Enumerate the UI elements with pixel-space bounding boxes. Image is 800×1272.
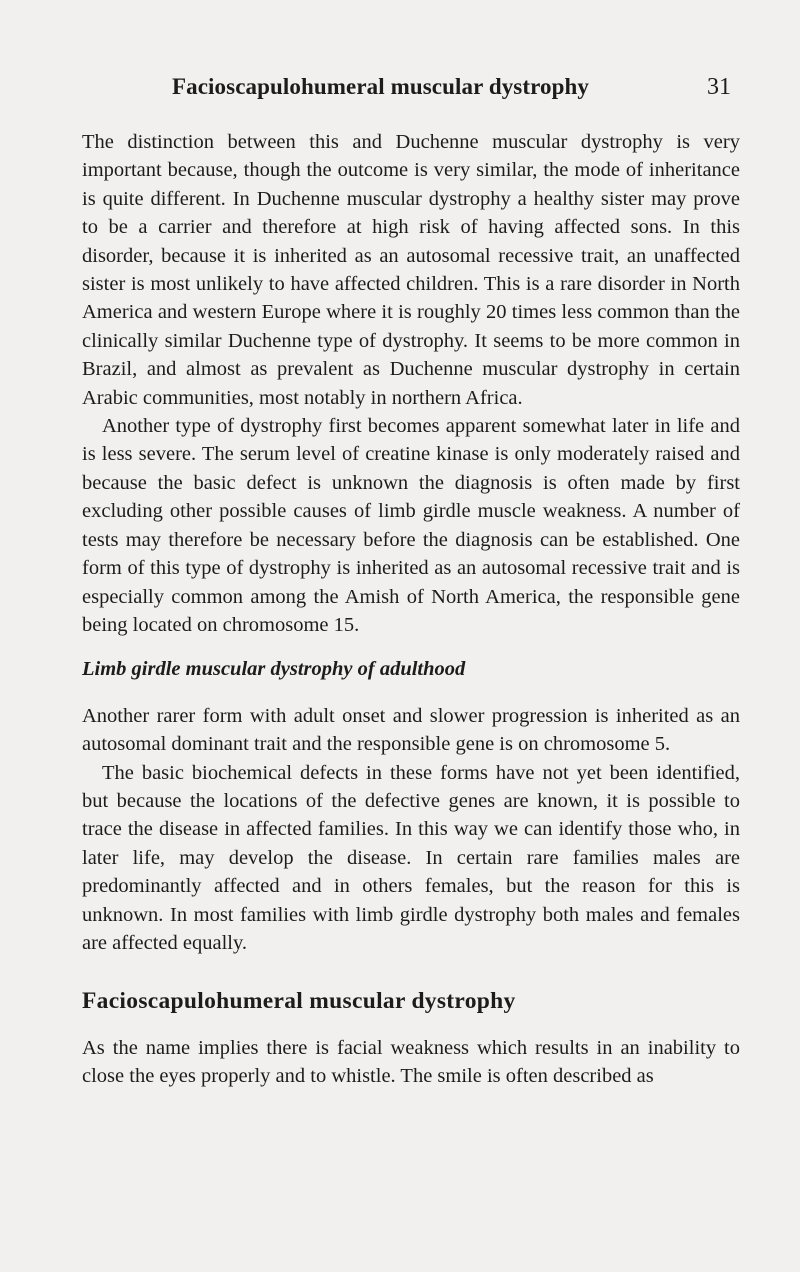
page-number: 31 — [707, 74, 731, 100]
paragraph-1: The distinction between this and Duchenne muscular dystrophy is very important because, though the outcome is very similar, the mode of inheritance is quite different. In Duchenne muscular dystrophy a healthy sister may prove to be a carrier and therefore at high risk of having affected sons. In this disorder, because it is inherited as an autosomal recessive trait, an unaffected sister is most unlikely to have affected children. This is a rare disorder in North America and western Europe where it is roughly 20 times less common than the clinically similar Duchenne type of dystrophy. It seems to be more common in Brazil, and almost as prevalent as Duchenne muscular dystrophy in certain Arabic communities, most notably in northern Africa. — [82, 131, 740, 409]
running-title: Facioscapulohumeral muscular dystrophy — [172, 74, 589, 99]
running-header — [0, 74, 800, 104]
paragraph-3: Another rarer form with adult onset and slower progression is inherited as an autosomal dominant trait and the responsible gene is on chromosome 5. — [82, 704, 740, 756]
paragraph-4: The basic biochemical defects in these forms have not yet been identified, but because the locations of the defective genes are known, it is possible to trace the disease in affected families. In this way we can identify those who, in later life, may develop the disease. In certain rare families males are predominantly affected and in others females, but the reason for this is unknown. In most families with limb girdle dystrophy both males and females are affected equally. — [82, 761, 740, 954]
paragraph-2: Another type of dystrophy first becomes apparent somewhat later in life and is less severe. The serum level of creatine kinase is only moderately raised and because the basic defect is unknown the diagnosis is often made by first excluding other possible causes of limb girdle muscle weakness. A number of tests may therefore be necessary before the diagnosis can be established. One form of this type of dystrophy is inherited as an autosomal recessive trait and is especially common among the Amish of North America, the responsible gene being located on chromosome 15. — [82, 415, 740, 636]
paragraph-5: As the name implies there is facial weakness which results in an inability to close the eyes properly and to whistle. The smile is often described as — [82, 1036, 740, 1088]
section-heading: Facioscapulohumeral muscular dystrophy — [82, 988, 516, 1015]
subheading-limb-girdle-adulthood: Limb girdle muscular dystrophy of adulthood — [82, 658, 466, 681]
body-text — [82, 128, 740, 1091]
